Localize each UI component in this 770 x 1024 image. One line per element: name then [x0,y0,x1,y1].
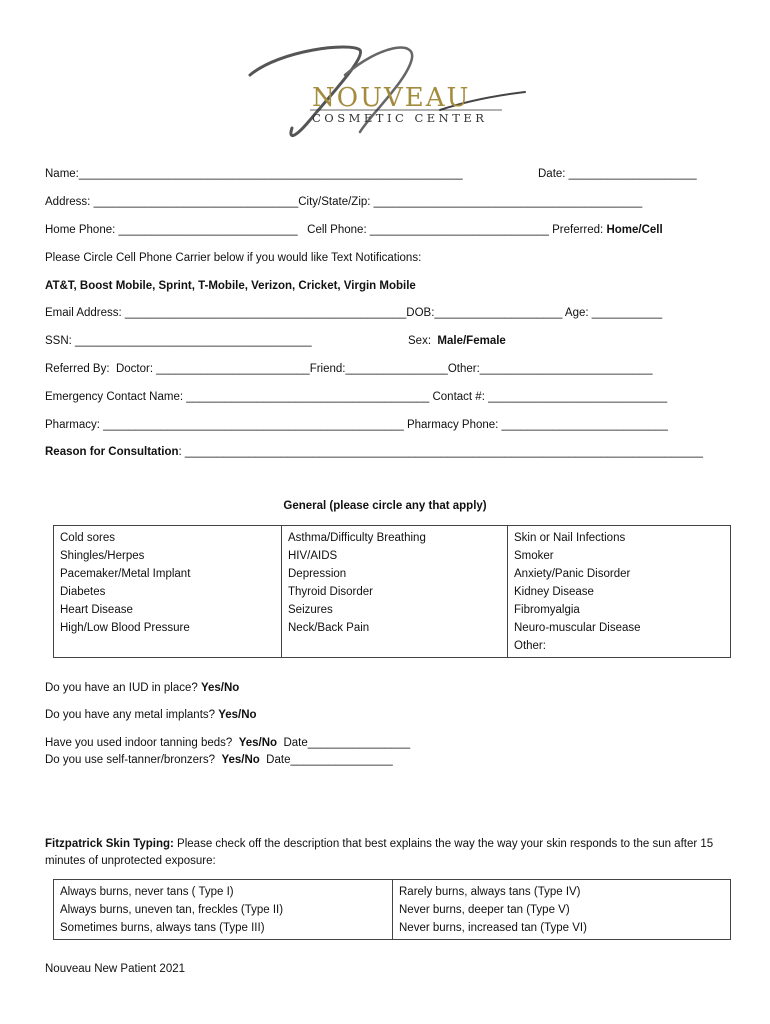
fitzpatrick-table [53,879,731,940]
footer: Nouveau New Patient 2021 [45,963,186,975]
condition-item[interactable]: Skin or Nail Infections [514,532,626,544]
sex-value: Male/Female [437,335,506,347]
condition-item[interactable]: Seizures [288,604,333,616]
sex-label: Sex: [408,335,438,347]
metal-question-text: Do you have any metal implants? [45,709,219,721]
conditions-col-2 [282,526,508,658]
condition-item[interactable]: Heart Disease [60,604,133,616]
condition-item[interactable]: Neck/Back Pain [288,622,370,634]
tanning-question-text: Have you used indoor tanning beds? [45,737,239,749]
fitzpatrick-label: Fitzpatrick Skin Typing: [45,838,174,850]
condition-item[interactable]: Cold sores [60,532,115,544]
condition-item[interactable]: Neuro-muscular Disease [514,622,641,634]
skin-type-option[interactable]: Rarely burns, always tans (Type IV) [399,886,581,898]
fitzpatrick-intro [45,836,725,870]
conditions-col-1 [54,526,282,658]
sex-field[interactable] [408,334,506,348]
ssn-field[interactable]: SSN: _____________________________________ [45,335,312,347]
condition-item[interactable]: Thyroid Disorder [288,586,373,598]
date-field[interactable]: Date: ____________________ [538,168,697,180]
condition-item[interactable]: HIV/AIDS [288,550,338,562]
tanning-date: Date________________ [277,737,411,749]
tanning-answer: Yes/No [238,737,278,749]
pharmacy-field[interactable]: Pharmacy: _______________________________________________ Pharmacy Phone: __________________________ [45,419,668,431]
metal-answer: Yes/No [218,709,257,721]
preferred-value: Home/Cell [606,224,663,236]
referred-by-field[interactable]: Referred By: Doctor: ________________________Friend:________________Other:___________________________ [45,363,653,375]
condition-item[interactable]: Depression [288,568,347,580]
skin-type-option[interactable]: Always burns, never tans ( Type I) [60,886,234,898]
fitzpatrick-col-right [393,880,731,940]
phone-fields[interactable] [45,223,663,237]
condition-item[interactable]: Anxiety/Panic Disorder [514,568,631,580]
self-tanner-question-text: Do you use self-tanner/bronzers? [45,754,222,766]
fitzpatrick-text: Please check off the description that best explains the way the way your skin responds to the sun after 15 minutes of unprotected exposure: [45,838,714,867]
iud-question[interactable] [45,681,239,695]
reason-label: Reason for Consultation [45,446,179,458]
skin-type-option[interactable]: Never burns, deeper tan (Type V) [399,904,570,916]
self-tanner-answer: Yes/No [221,754,260,766]
skin-type-option[interactable]: Never burns, increased tan (Type VI) [399,922,587,934]
condition-item[interactable]: Kidney Disease [514,586,594,598]
fitzpatrick-col-left [54,880,393,940]
reason-line: : _________________________________________________________________________________ [178,446,703,458]
condition-item[interactable]: Pacemaker/Metal Implant [60,568,191,580]
phones-text: Home Phone: ____________________________ Cell Phone: ____________________________ Preferred: [45,224,607,236]
name-field[interactable]: Name:____________________________________________________________ [45,168,463,180]
logo-subtitle: COSMETIC CENTER [312,111,488,125]
logo-brand: NOUVEAU [312,83,471,113]
condition-item[interactable]: Fibromyalgia [514,604,580,616]
condition-item[interactable]: Other: [514,640,546,652]
self-tanner-question[interactable] [45,753,393,767]
nouveau-logo [240,40,530,140]
skin-type-option[interactable]: Always burns, uneven tan, freckles (Type II) [60,904,284,916]
condition-item[interactable]: Smoker [514,550,554,562]
reason-field[interactable] [45,445,703,459]
general-conditions-table [53,525,731,658]
metal-implants-question[interactable] [45,708,257,722]
condition-item[interactable]: Shingles/Herpes [60,550,145,562]
skin-type-option[interactable]: Sometimes burns, always tans (Type III) [60,922,265,934]
condition-item[interactable]: Diabetes [60,586,106,598]
conditions-col-3 [508,526,731,658]
email-dob-age-field[interactable]: Email Address: ____________________________________________DOB:____________________ Age: ___________ [45,307,663,319]
general-heading: General (please circle any that apply) [283,500,487,512]
iud-answer: Yes/No [200,682,240,694]
emergency-contact-field[interactable]: Emergency Contact Name: ______________________________________ Contact #: ____________________________ [45,391,668,403]
carrier-prompt: Please Circle Cell Phone Carrier below if you would like Text Notifications: [45,252,422,264]
carrier-list[interactable]: AT&T, Boost Mobile, Sprint, T-Mobile, Verizon, Cricket, Virgin Mobile [45,280,416,292]
condition-item[interactable]: High/Low Blood Pressure [60,622,190,634]
tanning-beds-question[interactable] [45,736,410,750]
self-tanner-date: Date________________ [259,754,393,766]
condition-item[interactable]: Asthma/Difficulty Breathing [288,532,426,544]
iud-question-text: Do you have an IUD in place? [45,682,201,694]
address-field[interactable]: Address: ________________________________City/State/Zip: __________________________________________ [45,196,643,208]
